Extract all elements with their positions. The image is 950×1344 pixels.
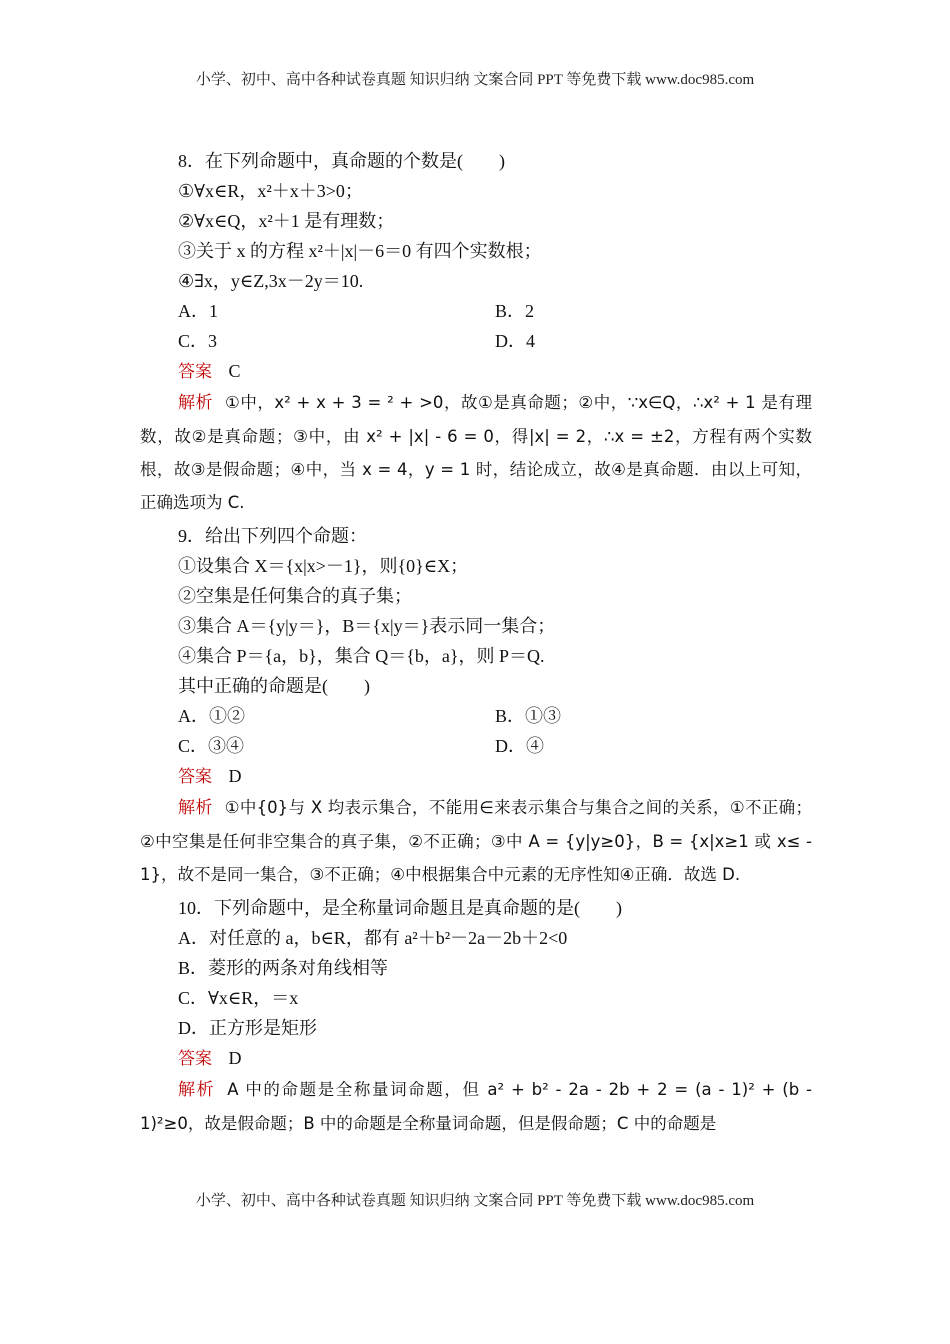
option-c: C．∀x∈R，＝x — [178, 988, 299, 1008]
question-stem: 8．在下列命题中，真命题的个数是( ) — [178, 151, 505, 171]
explanation — [140, 386, 812, 519]
page-header: 小学、初中、高中各种试卷真题 知识归纳 文案合同 PPT 等免费下载 www.doc985.com — [195, 72, 755, 88]
answer-value: D — [228, 1048, 242, 1068]
option-a: A．对任意的 a，b∈R，都有 a²＋b²－2a－2b＋2<0 — [178, 928, 568, 948]
option-d: D．正方形是矩形 — [178, 1018, 317, 1038]
answer-label: 答案 — [178, 767, 212, 787]
answer-value: C — [228, 361, 241, 381]
statement-item: ①设集合 X＝{x|x>－1}，则{0}∈X； — [178, 556, 469, 576]
option-c: C．3 — [178, 331, 218, 351]
question-prompt: 其中正确的命题是( ) — [178, 676, 370, 696]
question-10 — [140, 893, 812, 1140]
statement-item: ②∀x∈Q，x²＋1 是有理数； — [178, 211, 395, 231]
option-d: D．4 — [495, 331, 535, 351]
answer-label: 答案 — [178, 1049, 212, 1069]
page-footer: 小学、初中、高中各种试卷真题 知识归纳 文案合同 PPT 等免费下载 www.doc985.com — [195, 1193, 755, 1209]
explanation-text: A 中的命题是全称量词命题，但 a² + b² - 2a - 2b + 2 = (a - 1)² + (b - 1)²≥0，故是假命题；B 中的命题是全称量词命题，但是假命题；C 中的命题是 — [140, 1080, 813, 1133]
explanation-text: ①中，x² + x + 3 = ² + >0，故①是真命题；②中，∵x∈Q，∴x² + 1 是有理数，故②是真命题；③中，由 x² + |x| - 6 = 0，得|x| = 2，∴x = ±2，方程有两个实数根，故③是假命题；④中，当 x = 4，y = 1 时，结论成立，故④是真命题．由以上可知，正确选项为 C. — [140, 393, 812, 512]
statement-item: ③关于 x 的方程 x²＋|x|－6＝0 有四个实数根； — [178, 241, 542, 261]
option-row — [140, 296, 812, 326]
option-row — [140, 701, 812, 731]
answer-row — [140, 1043, 812, 1073]
question-stem: 10．下列命题中，是全称量词命题且是真命题的是( ) — [178, 898, 622, 918]
option-row — [140, 326, 812, 356]
option-b: B．①③ — [495, 706, 562, 726]
statement-item: ③集合 A＝{y|y＝}，B＝{x|y＝}表示同一集合； — [178, 616, 556, 636]
statement-item: ②空集是任何集合的真子集； — [178, 586, 412, 606]
explanation — [140, 1073, 812, 1140]
option-b: B．菱形的两条对角线相等 — [178, 958, 389, 978]
answer-value: D — [228, 766, 242, 786]
explanation-label: 解析 — [178, 1080, 216, 1100]
explanation-label: 解析 — [178, 393, 214, 413]
statement-item: ④集合 P＝{a，b}，集合 Q＝{b，a}，则 P＝Q. — [178, 646, 545, 666]
explanation — [140, 791, 812, 891]
question-9 — [140, 521, 812, 891]
explanation-label: 解析 — [178, 798, 213, 818]
option-row — [140, 731, 812, 761]
option-b: B．2 — [495, 301, 535, 321]
statement-item: ①∀x∈R，x²＋x＋3>0； — [178, 181, 363, 201]
option-a: A．①② — [178, 706, 245, 726]
statement-item: ④∃x，y∈Z,3x－2y＝10. — [178, 271, 364, 291]
option-d: D．④ — [495, 736, 544, 756]
answer-row — [140, 356, 812, 386]
answer-row — [140, 761, 812, 791]
question-8 — [140, 146, 812, 519]
option-a: A．1 — [178, 301, 218, 321]
explanation-text: ①中{0}与 X 均表示集合，不能用∈来表示集合与集合之间的关系，①不正确；②中空集是任何非空集合的真子集，②不正确；③中 A = {y|y≥0}，B = {x|x≥1 或 x≤ - 1}，故不是同一集合，③不正确；④中根据集合中元素的无序性知④正确．故选 D. — [140, 798, 813, 884]
question-stem: 9．给出下列四个命题： — [178, 526, 367, 546]
answer-label: 答案 — [178, 362, 212, 382]
option-c: C．③④ — [178, 736, 245, 756]
worksheet-content — [140, 144, 812, 1140]
